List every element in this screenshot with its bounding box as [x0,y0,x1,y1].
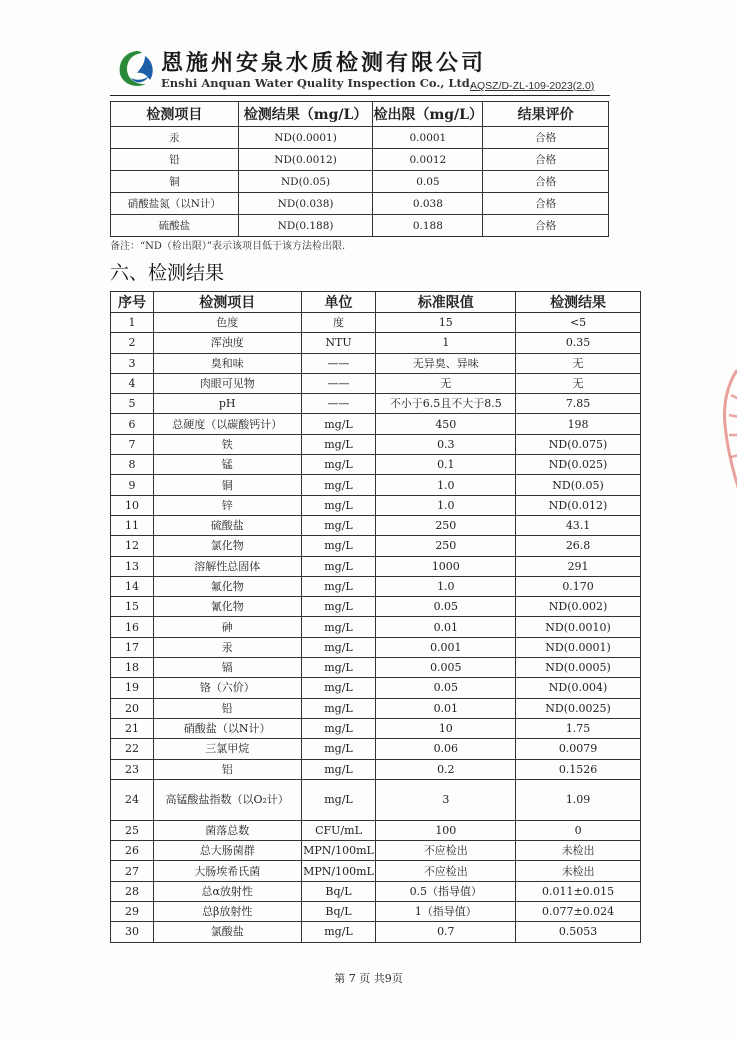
table-cell: 铅 [111,149,239,171]
table-row [111,678,641,698]
table-cell: mg/L [301,658,376,678]
table-cell: 硫酸盐 [111,215,239,237]
table-cell: 无 [376,373,516,393]
table-cell: 291 [516,556,641,576]
table-cell: ND(0.0012) [238,149,373,171]
table-cell: 合格 [483,171,609,193]
column-header: 检测结果（mg/L） [238,102,373,127]
column-header: 结果评价 [483,102,609,127]
table-row [111,215,609,237]
table-cell: 7.85 [516,394,641,414]
table-cell: mg/L [301,617,376,637]
table-row [111,739,641,759]
table-cell: 43.1 [516,515,641,535]
table-cell: 10 [376,718,516,738]
table-cell: 浑浊度 [153,333,301,353]
company-name-en: Enshi Anquan Water Quality Inspection Co., Ltd. [161,76,474,90]
table-cell: 铅 [153,698,301,718]
table-row [111,127,609,149]
section-title: 六、检测结果 [110,262,225,284]
table-cell: 0.7 [376,922,516,942]
table-cell: 16 [111,617,154,637]
table-cell: mg/L [301,637,376,657]
table-cell: ND(0.025) [516,455,641,475]
table-cell: 3 [111,353,154,373]
table-cell: 总β放射性 [153,902,301,922]
table-cell: 1（指导值） [376,902,516,922]
table-cell: MPN/100mL [301,841,376,861]
table-row [111,515,641,535]
table-cell: 铁 [153,434,301,454]
table-cell: 合格 [483,127,609,149]
table-cell: 24 [111,779,154,820]
table-cell: 17 [111,637,154,657]
column-header: 单位 [301,292,376,313]
company-logo-icon [115,48,157,90]
table-cell: 无 [516,353,641,373]
document-code: AQSZ/D-ZL-109-2023(2.0) [470,80,595,92]
table-cell: 合格 [483,193,609,215]
table-header-row [111,292,641,313]
table-row [111,759,641,779]
table-row [111,597,641,617]
table-cell: 250 [376,536,516,556]
table-cell: 色度 [153,313,301,333]
detection-limit-table [110,101,609,237]
table-row [111,556,641,576]
table-cell: 27 [111,861,154,881]
table-cell: mg/L [301,739,376,759]
table-cell: 15 [376,313,516,333]
table-row [111,373,641,393]
table-row [111,861,641,881]
table-cell: 8 [111,455,154,475]
table-cell: 100 [376,820,516,840]
table-cell: 26 [111,841,154,861]
column-header: 序号 [111,292,154,313]
column-header: 检出限（mg/L） [373,102,483,127]
table-row [111,658,641,678]
table-row [111,841,641,861]
table-cell: mg/L [301,556,376,576]
table-row [111,718,641,738]
table-row [111,434,641,454]
table-cell: 肉眼可见物 [153,373,301,393]
table-cell: ND(0.0005) [516,658,641,678]
table-cell: 总硬度（以碳酸钙计） [153,414,301,434]
table-cell: 18 [111,658,154,678]
table-cell: 0.077±0.024 [516,902,641,922]
table-row [111,495,641,515]
table-cell: 450 [376,414,516,434]
table-cell: 大肠埃希氏菌 [153,861,301,881]
table-cell: 合格 [483,215,609,237]
table-cell: 总大肠菌群 [153,841,301,861]
table-cell: 10 [111,495,154,515]
table-cell: 不应检出 [376,861,516,881]
table-cell: 合格 [483,149,609,171]
table-header-row [111,102,609,127]
table-cell: ND(0.002) [516,597,641,617]
table-cell: 菌落总数 [153,820,301,840]
table-cell: mg/L [301,515,376,535]
table-cell: 度 [301,313,376,333]
table-cell: ND(0.004) [516,678,641,698]
table-cell: CFU/mL [301,820,376,840]
table-row [111,576,641,596]
table-cell: 未检出 [516,861,641,881]
table-cell: ND(0.0001) [238,127,373,149]
table-cell: ND(0.05) [516,475,641,495]
column-header: 标准限值 [376,292,516,313]
table-cell: <5 [516,313,641,333]
table-cell: 14 [111,576,154,596]
table-cell: —— [301,353,376,373]
table-row [111,637,641,657]
table-cell: 0.005 [376,658,516,678]
table-cell: 3 [376,779,516,820]
table-cell: mg/L [301,922,376,942]
table-cell: 铝 [153,759,301,779]
table-cell: 1000 [376,556,516,576]
table-cell: 4 [111,373,154,393]
table-cell: 铜 [111,171,239,193]
table-cell: 镉 [153,658,301,678]
table-cell: 三氯甲烷 [153,739,301,759]
table-cell: 0.011±0.015 [516,881,641,901]
report-header [115,46,615,96]
table-cell: 0.06 [376,739,516,759]
table-cell: 锌 [153,495,301,515]
table-row [111,353,641,373]
table-cell: 28 [111,881,154,901]
table-cell: 11 [111,515,154,535]
table-cell: 22 [111,739,154,759]
table-cell: Bq/L [301,881,376,901]
table-cell: 铬（六价） [153,678,301,698]
table-cell: 1 [376,333,516,353]
column-header: 检测项目 [111,102,239,127]
table-cell: mg/L [301,678,376,698]
table-cell: 1.0 [376,495,516,515]
table-cell: 未检出 [516,841,641,861]
table-row [111,171,609,193]
table-cell: mg/L [301,759,376,779]
table-cell: 13 [111,556,154,576]
table-cell: 不应检出 [376,841,516,861]
table-cell: 总α放射性 [153,881,301,901]
table-cell: mg/L [301,536,376,556]
table-cell: ND(0.0025) [516,698,641,718]
table-cell: 0.5053 [516,922,641,942]
table-cell: 溶解性总固体 [153,556,301,576]
table-row [111,455,641,475]
table-cell: ND(0.012) [516,495,641,515]
table-cell: 7 [111,434,154,454]
table-cell: mg/L [301,597,376,617]
table-cell: mg/L [301,495,376,515]
table-cell: 198 [516,414,641,434]
table-cell: 锰 [153,455,301,475]
table-cell: 29 [111,902,154,922]
table-cell: 0.1526 [516,759,641,779]
table-cell: 汞 [153,637,301,657]
table-cell: 氟化物 [153,576,301,596]
table-cell: 6 [111,414,154,434]
table-cell: mg/L [301,718,376,738]
table-cell: mg/L [301,414,376,434]
table-row [111,779,641,820]
table-cell: 0.01 [376,698,516,718]
table-row [111,820,641,840]
table-row [111,698,641,718]
table-row [111,149,609,171]
table-cell: 氯酸盐 [153,922,301,942]
table-cell: 氯化物 [153,536,301,556]
table-cell: 12 [111,536,154,556]
table-cell: 0.05 [376,678,516,698]
table-row [111,617,641,637]
table-cell: 1.0 [376,475,516,495]
table-cell: 0.35 [516,333,641,353]
table-cell: ND(0.038) [238,193,373,215]
table-cell: 无异臭、异味 [376,353,516,373]
table-row [111,313,641,333]
column-header: 检测项目 [153,292,301,313]
inspection-result-table [110,291,641,943]
table-cell: 250 [376,515,516,535]
table-cell: 无 [516,373,641,393]
table-cell: 硝酸盐氮（以N计） [111,193,239,215]
table-row [111,193,609,215]
table-cell: MPN/100mL [301,861,376,881]
table-cell: 0.3 [376,434,516,454]
table-cell: 高锰酸盐指数（以O₂计） [153,779,301,820]
table-cell: 2 [111,333,154,353]
table-cell: 0.2 [376,759,516,779]
table-cell: 9 [111,475,154,495]
table-cell: —— [301,394,376,414]
table-cell: mg/L [301,698,376,718]
table-cell: 氰化物 [153,597,301,617]
table-row [111,475,641,495]
table-cell: ND(0.188) [238,215,373,237]
table-cell: 0.0079 [516,739,641,759]
table-cell: 0 [516,820,641,840]
header-divider [110,95,610,96]
table-cell: 1.0 [376,576,516,596]
table-cell: 5 [111,394,154,414]
table-cell: 26.8 [516,536,641,556]
table-cell: 1.75 [516,718,641,738]
table-cell: ND(0.05) [238,171,373,193]
table-cell: 汞 [111,127,239,149]
table-cell: 不小于6.5且不大于8.5 [376,394,516,414]
table-cell: 21 [111,718,154,738]
table-cell: 30 [111,922,154,942]
table-cell: ND(0.0010) [516,617,641,637]
table-cell: 0.1 [376,455,516,475]
table-row [111,394,641,414]
table-cell: 23 [111,759,154,779]
table-cell: pH [153,394,301,414]
remark-note: 备注：“ND（检出限）”表示该项目低于该方法检出限. [110,241,346,252]
table-cell: 0.01 [376,617,516,637]
table-cell: mg/L [301,455,376,475]
table-cell: 0.038 [373,193,483,215]
table-cell: 砷 [153,617,301,637]
table-cell: 15 [111,597,154,617]
table-cell: 0.5（指导值） [376,881,516,901]
table-cell: —— [301,373,376,393]
table-cell: 0.0001 [373,127,483,149]
company-name-cn: 恩施州安泉水质检测有限公司 [161,50,487,76]
column-header: 检测结果 [516,292,641,313]
table-cell: mg/L [301,779,376,820]
table-row [111,902,641,922]
table-cell: 19 [111,678,154,698]
table-cell: 20 [111,698,154,718]
table-cell: 25 [111,820,154,840]
table-row [111,536,641,556]
table-cell: 0.05 [373,171,483,193]
seal-stamp-icon [713,365,737,495]
table-cell: 1 [111,313,154,333]
table-cell: ND(0.075) [516,434,641,454]
table-cell: 0.170 [516,576,641,596]
table-cell: NTU [301,333,376,353]
table-cell: 1.09 [516,779,641,820]
table-cell: 0.001 [376,637,516,657]
table-cell: mg/L [301,576,376,596]
table-row [111,922,641,942]
table-cell: ND(0.0001) [516,637,641,657]
page-number: 第 7 页 共9页 [334,972,403,985]
table-cell: Bq/L [301,902,376,922]
table-row [111,881,641,901]
table-cell: 硫酸盐 [153,515,301,535]
table-cell: 硝酸盐（以N计） [153,718,301,738]
table-cell: 0.05 [376,597,516,617]
table-row [111,333,641,353]
table-cell: 铜 [153,475,301,495]
table-cell: 0.188 [373,215,483,237]
table-cell: mg/L [301,434,376,454]
table-cell: mg/L [301,475,376,495]
table-row [111,414,641,434]
table-cell: 0.0012 [373,149,483,171]
table-cell: 臭和味 [153,353,301,373]
